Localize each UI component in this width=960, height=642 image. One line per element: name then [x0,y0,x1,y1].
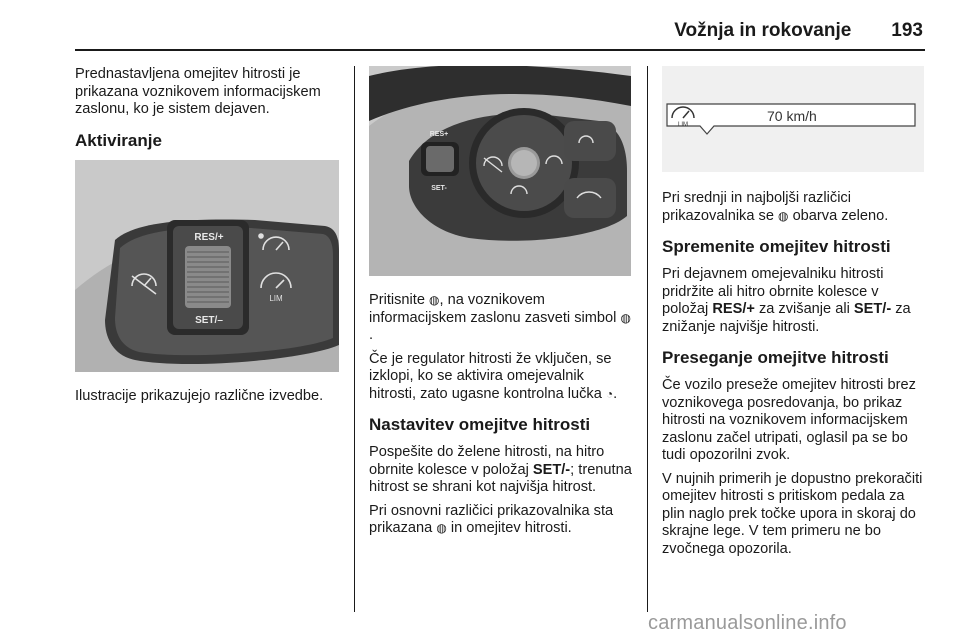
speed-limiter-icon: ◍ [429,293,440,307]
heading-set-limit: Nastavitev omejitve hitrosti [369,415,591,434]
emergency-paragraph: V nujnih primerih je dopustno prekoračiti omejitev hitrosti s pritiskom pedala za plin naglo prek točke upora in skoraj do skrajne lege. V tem primeru ne bo zvočnega opozorila. [662,470,923,557]
column-2 [369,66,633,544]
basic-display-paragraph: Pri osnovni različici prikazovalnika sta prikazana ◍ in omejitev hitrosti. [369,502,614,536]
figure-caption: Ilustracije prikazujejo različne izvedbe. [75,387,324,404]
heading-change-limit: Spremenite omejitev hitrosti [662,237,891,256]
column-1 [75,66,340,411]
mid-display-paragraph: Pri srednji in najboljši različici prikazovalnika se ◍ obarva zeleno. [662,190,889,224]
press-paragraph: Pritisnite ◍, na voznikovem informacijskem zaslonu zasveti simbol ◍. [369,292,631,343]
column-divider-2 [647,66,648,612]
page-number: 193 [891,20,923,41]
speed-limiter-icon: ◍ [778,208,789,223]
column-divider-1 [354,66,355,612]
speed-limiter-icon: ◍ [620,310,631,325]
page-title: Vožnja in rokovanje [674,20,852,41]
lim-label: LIM [269,293,283,303]
speed-limiter-icon: ◍ [436,521,447,535]
header-rule [75,49,925,51]
driver-display-illustration [662,66,924,172]
page-header [0,20,923,42]
res-plus-label: RES/+ [194,231,224,243]
steering-wheel-buttons-illustration [75,160,339,372]
steering-wheel-rotary-illustration [369,66,631,276]
speed-value: 70 km/h [767,108,817,124]
heading-activate: Aktiviranje [75,130,162,150]
lim-label: LIM [677,122,689,128]
cruise-control-off-icon: ◔ [605,386,614,401]
set-label: SET- [431,185,447,192]
set-minus-label: SET/– [195,314,223,326]
res-label: RES+ [429,131,449,138]
change-paragraph: Pri dejavnem omejevalniku hitrosti pridržite ali hitro obrnite kolesce v položaj RES/+ za zvišanje ali SET/- za znižanje najvišje hitrosti. [662,266,911,335]
heading-exceed-limit: Preseganje omejitve hitrosti [662,348,889,367]
watermark: carmanualsonline.info [648,612,847,634]
column-3 [662,66,926,564]
intro-paragraph: Prednastavljena omejitev hitrosti je prikazana voznikovem informacijskem zaslonu, ko je sistem dejaven. [75,66,321,117]
regulator-paragraph: Če je regulator hitrosti že vključen, se izklopi, ko se aktivira omejevalnik hitrosti, zato ugasne kontrolna lučka ◔. [369,350,618,402]
exceed-paragraph: Če vozilo preseže omejitev hitrosti brez voznikovega posredovanja, bo prikaz hitrosti na voznikovem informacijskem zaslonu začel utripati, oglasil pa se bo tudi opozorilni zvok. [662,377,916,463]
set-paragraph: Pospešite do želene hitrosti, na hitro obrnite kolesce v položaj SET/-; trenutna hitrost se shrani kot najvišja hitrost. [369,444,632,495]
